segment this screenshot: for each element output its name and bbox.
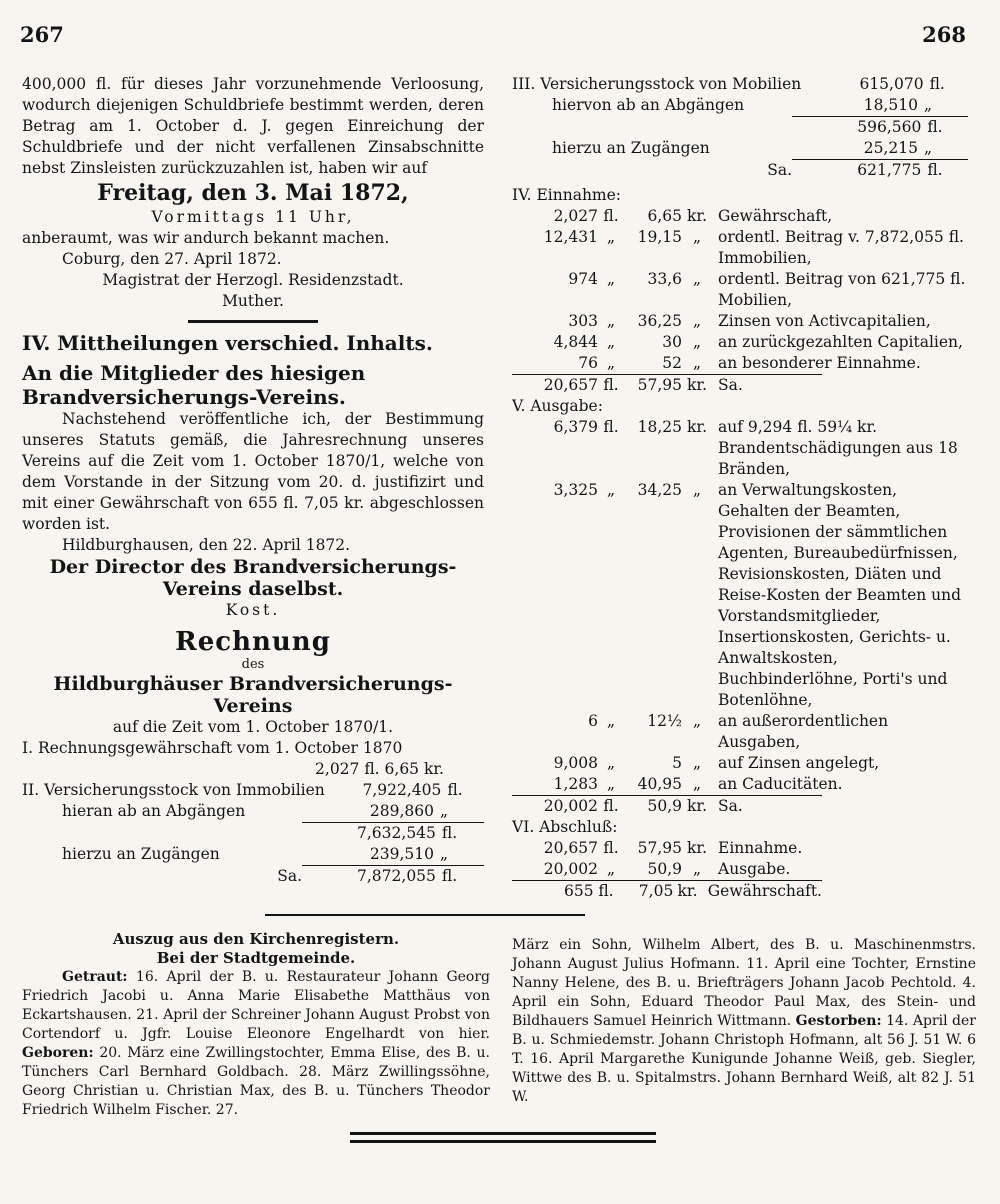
ledger-description: an Caducitäten. <box>718 775 843 793</box>
authority-line: Magistrat der Herzogl. Residenzstadt. <box>102 271 404 289</box>
ledger-florin: 974 <box>568 270 598 288</box>
ledger-row <box>512 774 968 795</box>
ledger-row <box>512 711 968 753</box>
account-row-label: Sa. <box>277 867 302 885</box>
account-row-unit: „ <box>924 96 933 114</box>
abschluss-heading: VI. Abschluß: <box>512 818 618 836</box>
ledger-florin-unit: „ <box>606 333 616 351</box>
ledger-kreuzer: 7,05 <box>638 882 674 900</box>
ledger-kreuzer: 36,25 <box>637 312 682 330</box>
page-number-right: 268 <box>922 22 966 47</box>
ledger-florin-unit: „ <box>606 312 616 330</box>
notice-place-date: Hildburghausen, den 22. April 1872. <box>62 536 351 554</box>
ledger-kreuzer: 52 <box>662 354 682 372</box>
ledger-description: Sa. <box>718 797 743 815</box>
ledger-kreuzer: 19,15 <box>637 228 682 246</box>
abschluss-table <box>512 838 968 902</box>
account-row-unit: fl. <box>927 161 943 179</box>
account-row-unit: fl. <box>441 824 458 842</box>
account-row-unit: „ <box>924 139 933 157</box>
ledger-kreuzer-unit: „ <box>692 228 702 246</box>
ledger-kreuzer-unit: kr. <box>686 839 708 857</box>
ledger-florin: 12,431 <box>543 228 598 246</box>
geboren-text: 20. März eine Zwillingstochter, Emma Elise, des B. u. Tünchers Carl Bernhard Goldbach. 28. März Zwillingssöhne, Georg Christian u. Christian Max, des B. u. Tünchers Theodor Friedrich Wilhelm Fischer. 27. <box>22 1045 490 1118</box>
account-row <box>22 844 484 865</box>
account-I-label: I. Rechnungsgewährschaft vom 1. October 1870 <box>22 739 403 757</box>
ledger-florin-unit: „ <box>606 228 616 246</box>
ledger-florin: 303 <box>568 312 598 330</box>
registers-heading: Auszug aus den Kirchenregistern. <box>112 930 400 948</box>
ledger-row <box>512 332 968 353</box>
ledger-description: an zurückgezahlten Capitalien, <box>718 333 963 351</box>
ausgabe-heading: V. Ausgabe: <box>512 397 603 415</box>
ledger-florin: 20,002 <box>543 797 598 815</box>
registers-left <box>22 930 490 1120</box>
ledger-florin: 2,027 <box>553 207 598 225</box>
registers-divider <box>265 914 585 916</box>
ledger-florin: 20,657 <box>543 376 598 394</box>
auction-intro-text: 400,000 fl. für dieses Jahr vorzunehmende Verloosung, wodurch diejenigen Schuldbriefe bestimmt werden, deren Betrag am 1. October d. J. gegen Einreichung der Schuldbriefe und der nicht verfallenen Zinsabschnitte nebst Zinsleisten zurückzuzahlen ist, haben wir auf <box>22 75 484 177</box>
ledger-description: Zinsen von Activcapitalien, <box>718 312 931 330</box>
ledger-kreuzer-unit: „ <box>692 333 702 351</box>
account-row <box>277 865 484 887</box>
account-row-unit: fl. <box>441 867 458 885</box>
announce-line: anberaumt, was wir andurch bekannt machen. <box>22 229 390 247</box>
einnahme-table <box>512 206 968 396</box>
account-row-label: hierzu an Zugängen <box>62 845 220 863</box>
notice-text: Nachstehend veröffentliche ich, der Bestimmung unseres Statuts gemäß, die Jahresrechnung unseres Vereins auf die Zeit vom 1. October 1870/1, welche von dem Vorstande in der Sitzung vom 20. d. justifizirt und mit einer Gewährschaft von 655 fl. 7,05 kr. abgeschlossen worden ist. <box>22 410 484 533</box>
ledger-row <box>512 206 968 227</box>
account-row <box>767 159 968 181</box>
registers-subheading: Bei der Stadtgemeinde. <box>156 949 356 967</box>
director-name: Kost. <box>225 601 281 619</box>
births-text: März ein Sohn, Wilhelm Albert, des B. u. Maschinenmstrs. Johann August Julius Hofmann. 11. April eine Tochter, Ernstine Nanny Helene, des B. u. Briefträgers Johann Jacob Pechtold. 4. April ein Sohn, Eduard Theodor Paul Max, des Stein- und Bildhauers Samuel Heinrich Wittmann. <box>512 937 976 1029</box>
ledger-florin-unit: fl. <box>603 207 619 225</box>
ledger-kreuzer-unit: kr. <box>686 418 708 436</box>
geboren-label: Geboren: <box>22 1045 94 1061</box>
ledger-florin-unit: „ <box>606 354 616 372</box>
getraut-label: Getraut: <box>62 969 128 985</box>
account-row <box>512 74 968 95</box>
ledger-kreuzer: 34,25 <box>637 481 682 499</box>
gestorben-text: 14. April der B. u. Schmiedemstr. Johann Christoph Hofmann, alt 56 J. 51 W. 6 T. 16. April Margarethe Kunigunde Johanne Weiß, geb. Siegler, Wittwe des B. u. Spitalmstrs. Johann Bernhard Weiß, alt 82 J. 51 W. <box>512 1013 976 1105</box>
ledger-description: ordentl. Beitrag von 621,775 fl. Mobilien, <box>718 270 966 309</box>
ledger-row <box>512 753 968 774</box>
ledger-kreuzer-unit: „ <box>692 860 702 878</box>
account-row-unit: „ <box>440 845 449 863</box>
account-subtitle: Hildburghäuser Brandversicherungs-Vereins <box>53 673 453 717</box>
ledger-florin-unit: „ <box>606 481 616 499</box>
director-line: Der Director des Brandversicherungs-Vereins daselbst. <box>49 556 457 600</box>
gestorben-label: Gestorben: <box>795 1013 882 1029</box>
section-heading: IV. Mittheilungen verschied. Inhalts. <box>22 331 433 355</box>
ledger-kreuzer-unit: kr. <box>677 882 698 900</box>
ledger-description: ordentl. Beitrag v. 7,872,055 fl. Immobilien, <box>718 228 964 267</box>
ledger-kreuzer: 57,95 <box>637 376 682 394</box>
getraut-text: 16. April der B. u. Restaurateur Johann Georg Friedrich Jacobi u. Anna Marie Elisabethe Matthäus von Eckartshausen. 21. April der Schreiner Johann August Probst von Cortendorf u. Jgfr. Louise Eleonore Engelhardt von hier. <box>22 969 490 1042</box>
ledger-kreuzer-unit: „ <box>692 481 702 499</box>
section-divider <box>188 320 318 323</box>
ledger-florin-unit: fl. <box>603 839 619 857</box>
ledger-florin-unit: „ <box>606 860 616 878</box>
ledger-kreuzer: 40,95 <box>637 775 682 793</box>
notice-heading: An die Mitglieder des hiesigen Brandversicherungs-Vereins. <box>22 361 366 409</box>
account-row-label: II. Versicherungsstock von Immobilien <box>22 781 325 799</box>
ledger-kreuzer: 50,9 <box>647 797 682 815</box>
place-date-line: Coburg, den 27. April 1872. <box>62 250 282 268</box>
ledger-kreuzer-unit: kr. <box>686 376 708 394</box>
account-row-label: hierzu an Zugängen <box>552 139 710 157</box>
ledger-kreuzer: 5 <box>672 754 682 772</box>
account-row-amount: 7,632,545 <box>357 824 436 842</box>
ledger-description: auf 9,294 fl. 59¼ kr. Brandentschädigungen aus 18 Bränden, <box>718 418 958 478</box>
ausgabe-table <box>512 417 968 817</box>
ledger-florin: 9,008 <box>553 754 598 772</box>
account-row-amount: 615,070 <box>859 75 924 93</box>
ledger-florin: 6 <box>588 712 598 730</box>
ledger-florin: 1,283 <box>553 775 598 793</box>
ledger-kreuzer-unit: „ <box>692 354 702 372</box>
ledger-row <box>512 353 968 374</box>
ledger-sum-row <box>512 374 822 396</box>
account-row-unit: fl. <box>447 781 463 799</box>
ledger-description: auf Zinsen angelegt, <box>718 754 880 772</box>
ledger-kreuzer: 12½ <box>647 712 682 730</box>
account-row-amount: 18,510 <box>863 96 918 114</box>
ledger-kreuzer-unit: „ <box>692 270 702 288</box>
ledger-kreuzer-unit: „ <box>692 754 702 772</box>
account-row-amount: 289,860 <box>369 802 434 820</box>
ledger-kreuzer-unit: „ <box>692 775 702 793</box>
account-row-unit: fl. <box>927 118 943 136</box>
time-line: Vormittags 11 Uhr, <box>151 208 355 226</box>
ledger-description: an außerordentlichen Ausgaben, <box>718 712 889 751</box>
account-row-amount: 25,215 <box>863 139 918 157</box>
ledger-kreuzer: 57,95 <box>637 839 682 857</box>
einnahme-heading: IV. Einnahme: <box>512 186 622 204</box>
page-number-left: 267 <box>20 22 64 47</box>
ledger-kreuzer-unit: „ <box>692 312 702 330</box>
ledger-florin: 6,379 <box>553 418 598 436</box>
ledger-florin-unit: „ <box>606 775 616 793</box>
ledger-description: Ausgabe. <box>718 860 791 878</box>
account-row-amount: 7,922,405 <box>362 781 442 799</box>
ledger-florin-unit: „ <box>606 270 616 288</box>
ledger-florin-unit: „ <box>606 712 616 730</box>
account-III-table <box>512 74 968 181</box>
ledger-kreuzer-unit: „ <box>692 712 702 730</box>
signatory-name: Muther. <box>222 292 284 310</box>
getraut-paragraph <box>22 968 490 1120</box>
account-row <box>22 780 484 801</box>
ledger-sum-row <box>512 880 822 902</box>
ledger-florin: 4,844 <box>553 333 598 351</box>
ledger-description: Gewährschaft, <box>718 207 833 225</box>
account-row-label: III. Versicherungsstock von Mobilien <box>512 75 802 93</box>
ledger-kreuzer: 6,65 <box>647 207 682 225</box>
account-row-amount: 621,775 <box>857 161 922 179</box>
ledger-row <box>512 838 968 859</box>
ledger-description: Einnahme. <box>718 839 803 857</box>
ledger-kreuzer-unit: kr. <box>686 207 708 225</box>
ledger-kreuzer: 33,6 <box>647 270 682 288</box>
ledger-description: Gewährschaft. <box>707 882 822 900</box>
ledger-row <box>512 269 968 311</box>
ledger-kreuzer: 50,9 <box>647 860 682 878</box>
ledger-row <box>512 859 968 880</box>
account-period: auf die Zeit vom 1. October 1870/1. <box>112 718 394 736</box>
ledger-florin: 3,325 <box>553 481 598 499</box>
ledger-florin-unit: „ <box>606 754 616 772</box>
date-heading: Freitag, den 3. Mai 1872, <box>97 180 409 206</box>
ledger-florin: 76 <box>578 354 598 372</box>
ledger-florin: 655 <box>564 882 594 900</box>
account-row-amount: 7,872,055 <box>357 867 436 885</box>
ledger-sum-row <box>512 795 822 817</box>
ledger-kreuzer: 30 <box>662 333 682 351</box>
account-row <box>22 801 484 822</box>
closing-double-rule <box>350 1132 656 1143</box>
account-row-label: Sa. <box>767 161 792 179</box>
account-row <box>512 95 968 116</box>
account-row-amount: 239,510 <box>369 845 434 863</box>
account-row-label: hiervon ab an Abgängen <box>552 96 745 114</box>
ledger-description: an Verwaltungskosten, Gehalten der Beamten, Provisionen der sämmtlichen Agenten, Bureaubedürfnissen, Revisionskosten, Diäten und Reise-Kosten der Beamten und Vorstandsmitglieder, Insertionskosten, Gerichts- u. Anwaltskosten, Buchbinderlöhne, Porti's und Botenlöhne, <box>718 481 962 709</box>
account-row <box>302 822 484 844</box>
account-I-value: 2,027 fl. 6,65 kr. <box>315 760 444 778</box>
ledger-row <box>512 417 968 480</box>
ledger-florin: 20,002 <box>543 860 598 878</box>
account-title-des: des <box>241 657 265 672</box>
ledger-description: an besonderer Einnahme. <box>718 354 921 372</box>
account-title: Rechnung <box>175 627 331 657</box>
ledger-florin-unit: fl. <box>598 882 614 900</box>
left-column <box>22 74 484 887</box>
ledger-row <box>512 311 968 332</box>
account-row-label: hieran ab an Abgängen <box>62 802 246 820</box>
ledger-row <box>512 227 968 269</box>
account-row-amount: 596,560 <box>857 118 922 136</box>
account-row-unit: „ <box>440 802 449 820</box>
births-deaths-paragraph <box>512 936 976 1107</box>
ledger-kreuzer: 18,25 <box>637 418 682 436</box>
ledger-row <box>512 480 968 711</box>
ledger-florin-unit: fl. <box>603 376 619 394</box>
account-row <box>512 138 968 159</box>
account-II-table <box>22 780 484 887</box>
ledger-florin: 20,657 <box>543 839 598 857</box>
ledger-florin-unit: fl. <box>603 418 619 436</box>
account-row <box>792 116 968 138</box>
account-row-unit: fl. <box>929 75 945 93</box>
ledger-description: Sa. <box>718 376 743 394</box>
ledger-florin-unit: fl. <box>603 797 619 815</box>
registers-right <box>512 936 976 1107</box>
ledger-kreuzer-unit: kr. <box>686 797 708 815</box>
right-column <box>512 74 968 902</box>
